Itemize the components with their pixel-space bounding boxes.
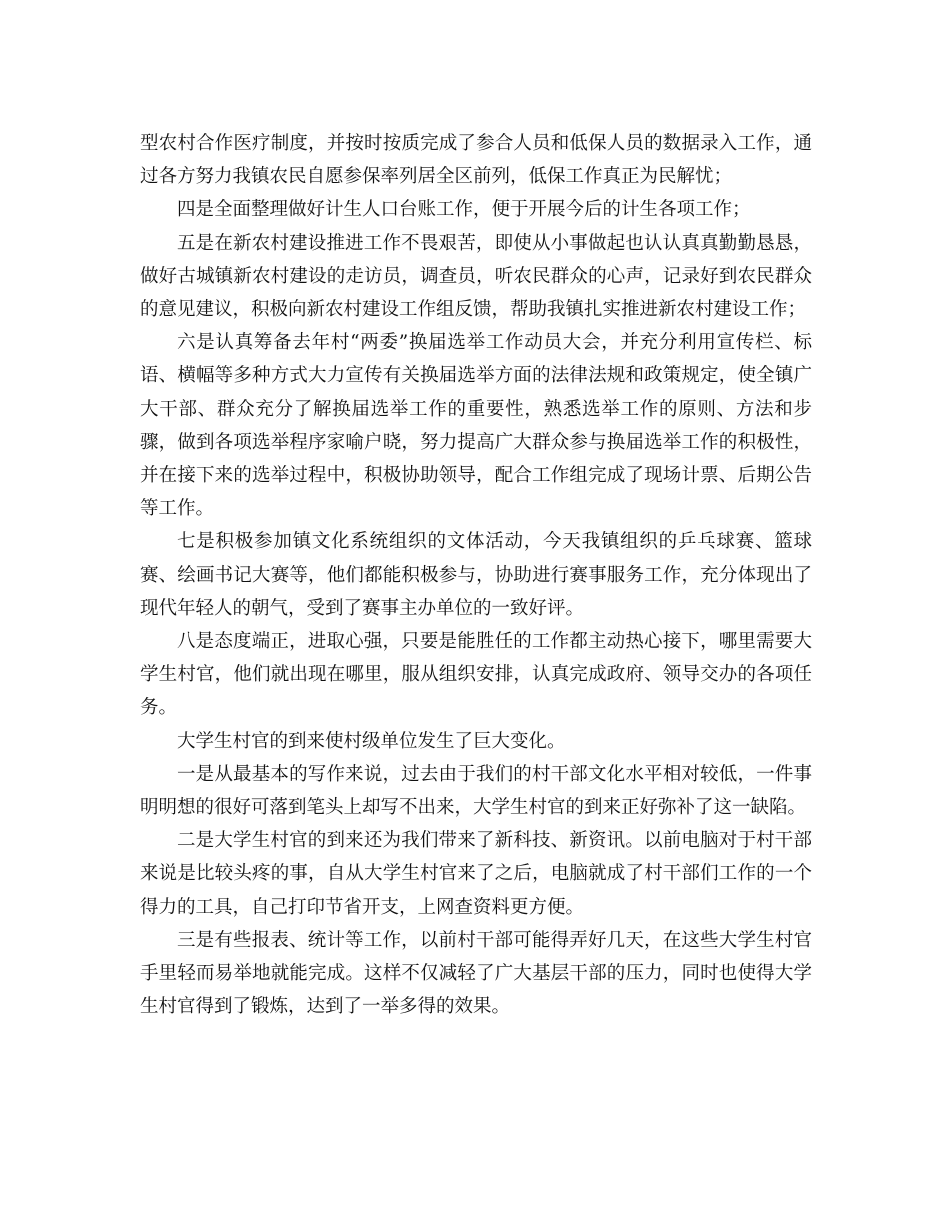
- paragraph-5: 七是积极参加镇文化系统组织的文体活动，今天我镇组织的乒乓球赛、篮球赛、绘画书记大赛等，他们都能积极参与，协助进行赛事服务工作，充分体现出了现代年轻人的朝气，受到了赛事主办单位的一致好评。: [140, 531, 812, 619]
- paragraph-3: 五是在新农村建设推进工作不畏艰苦，即使从小事做起也认认真真勤勤恳恳，做好古城镇新农村建设的走访员，调查员，听农民群众的心声，记录好到农民群众的意见建议，积极向新农村建设工作组反馈，帮助我镇扎实推进新农村建设工作；: [140, 232, 812, 321]
- paragraph-9: 二是大学生村官的到来还为我们带来了新科技、新资讯。以前电脑对于村干部来说是比较头疼的事，自从大学生村官来了之后，电脑就成了村干部们工作的一个得力的工具，自己打印节省开支，上网查资料更方便。: [140, 830, 812, 918]
- paragraph-7: 大学生村官的到来使村级单位发生了巨大变化。: [177, 730, 566, 752]
- paragraph-4: 六是认真筹备去年村“两委”换届选举工作动员大会，并充分利用宣传栏、标语、横幅等多种方式大力宣传有关换届选举方面的法律法规和政策规定，使全镇广大干部、群众充分了解换届选举工作的重要性，熟悉选举工作的原则、方法和步骤，做到各项选举程序家喻户晓，努力提高广大群众参与换届选举工作的积极性，并在接下来的选举过程中，积极协助领导，配合工作组完成了现场计票、后期公告等工作。: [140, 332, 812, 520]
- paragraph-10: 三是有些报表、统计等工作，以前村干部可能得弄好几天，在这些大学生村官手里轻而易举地就能完成。这样不仅减轻了广大基层干部的压力，同时也使得大学生村官得到了锻炼，达到了一举多得的效果。: [140, 929, 812, 1018]
- document-page: [140, 127, 812, 1023]
- paragraph-6: 八是态度端正，进取心强，只要是能胜任的工作都主动热心接下，哪里需要大学生村官，他们就出现在哪里，服从组织安排，认真完成政府、领导交办的各项任务。: [140, 631, 812, 719]
- paragraph-8: 一是从最基本的写作来说，过去由于我们的村干部文化水平相对较低，一件事明明想的很好可落到笔头上却写不出来，大学生村官的到来正好弥补了这一缺陷。: [140, 763, 812, 819]
- paragraph-2: 四是全面整理做好计生人口台账工作，便于开展今后的计生各项工作；: [177, 199, 751, 221]
- paragraph-1: 型农村合作医疗制度，并按时按质完成了参合人员和低保人员的数据录入工作，通过各方努力我镇农民自愿参保率列居全区前列，低保工作真正为民解忧；: [140, 133, 812, 188]
